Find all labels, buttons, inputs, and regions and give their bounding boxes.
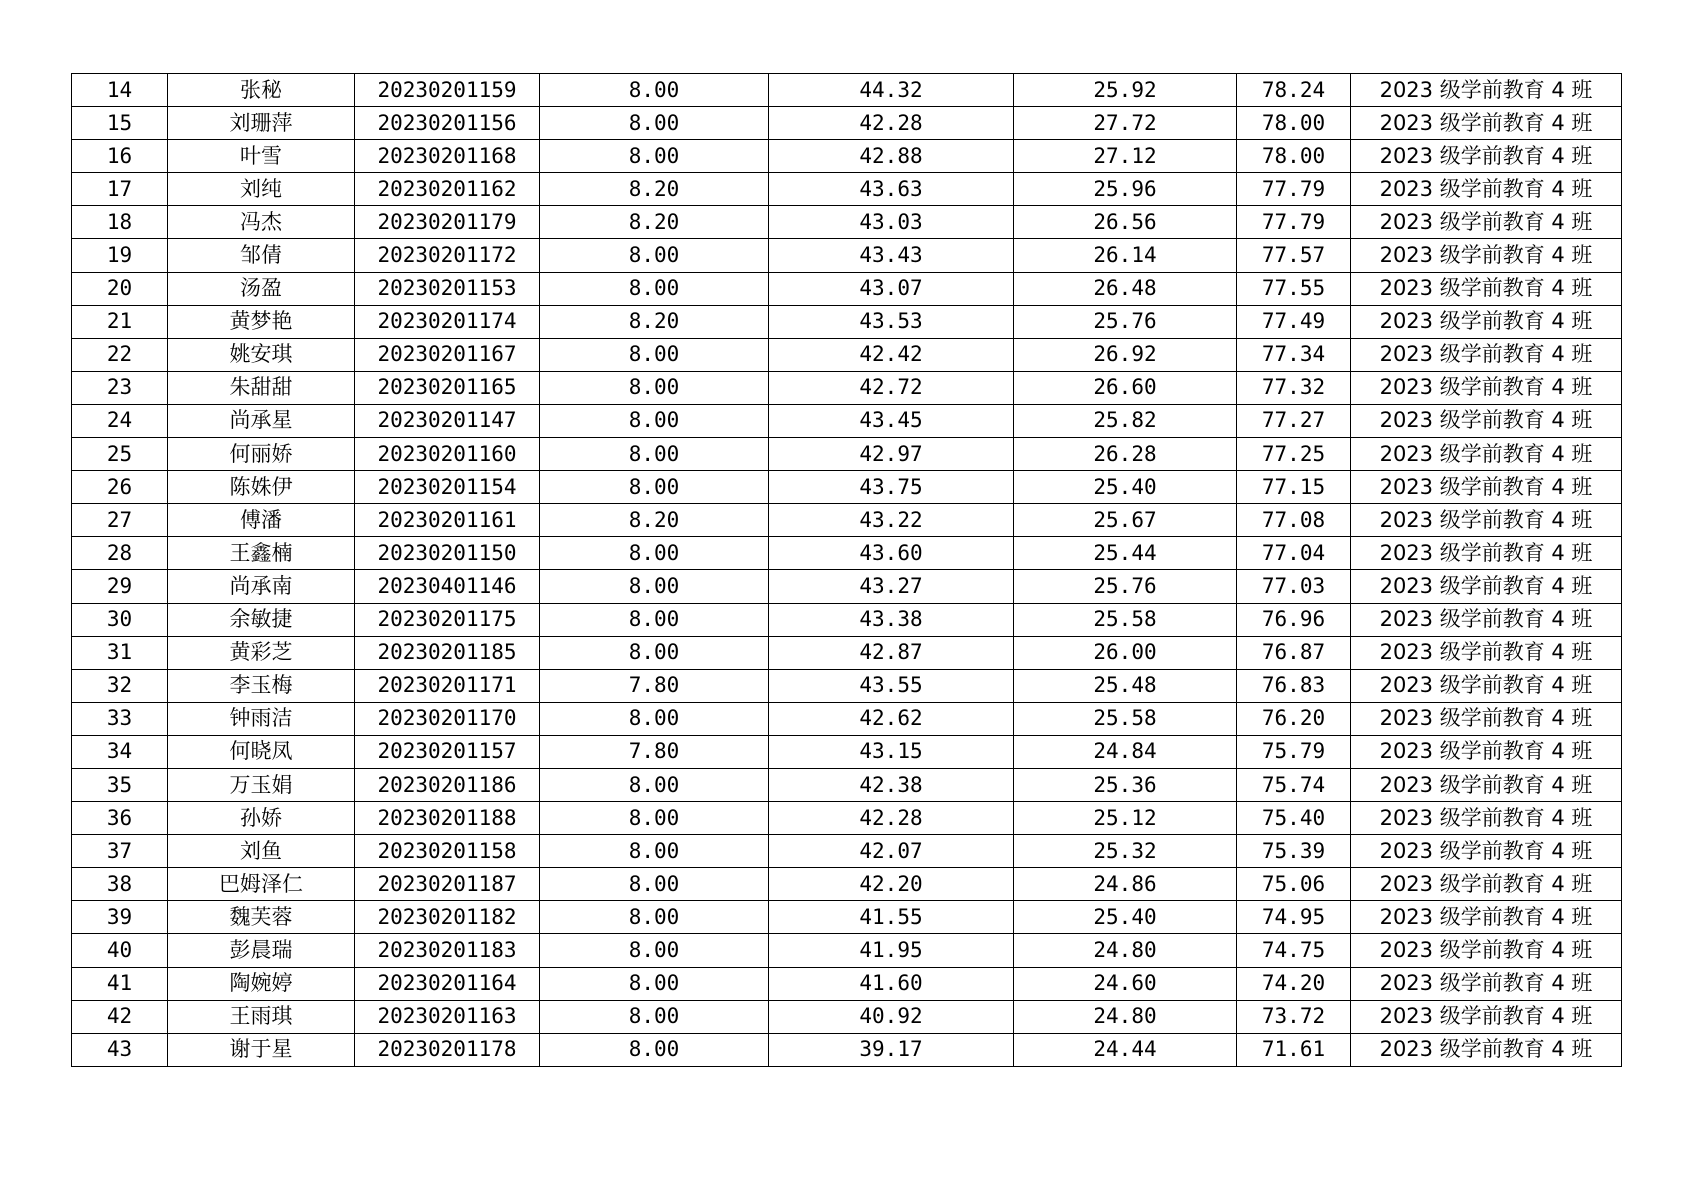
student-name-cell: 刘纯 xyxy=(168,173,355,206)
student-name-cell: 彭晨瑞 xyxy=(168,934,355,967)
class-name-cell: 2023 级学前教育 4 班 xyxy=(1351,669,1622,702)
row-number-cell: 41 xyxy=(72,967,168,1000)
class-name-cell: 2023 级学前教育 4 班 xyxy=(1351,934,1622,967)
score-a-cell: 8.00 xyxy=(540,702,769,735)
score-a-cell: 8.20 xyxy=(540,173,769,206)
student-id-cell: 20230201153 xyxy=(355,272,540,305)
score-a-cell: 8.20 xyxy=(540,206,769,239)
total-score-cell: 77.34 xyxy=(1237,338,1351,371)
score-c-cell: 26.92 xyxy=(1014,338,1237,371)
table-row xyxy=(72,735,1622,768)
student-name-cell: 张秘 xyxy=(168,74,355,107)
student-id-cell: 20230201170 xyxy=(355,702,540,735)
score-b-cell: 42.07 xyxy=(769,835,1014,868)
row-number-cell: 23 xyxy=(72,371,168,404)
table-row xyxy=(72,537,1622,570)
table-row xyxy=(72,603,1622,636)
table-row xyxy=(72,371,1622,404)
student-name-cell: 余敏捷 xyxy=(168,603,355,636)
score-b-cell: 42.28 xyxy=(769,107,1014,140)
total-score-cell: 77.08 xyxy=(1237,504,1351,537)
class-name-cell: 2023 级学前教育 4 班 xyxy=(1351,768,1622,801)
total-score-cell: 78.00 xyxy=(1237,140,1351,173)
total-score-cell: 73.72 xyxy=(1237,1000,1351,1033)
student-name-cell: 陶婉婷 xyxy=(168,967,355,1000)
score-a-cell: 8.00 xyxy=(540,603,769,636)
total-score-cell: 76.83 xyxy=(1237,669,1351,702)
student-name-cell: 姚安琪 xyxy=(168,338,355,371)
score-a-cell: 8.20 xyxy=(540,305,769,338)
score-a-cell: 8.00 xyxy=(540,338,769,371)
score-a-cell: 8.00 xyxy=(540,272,769,305)
score-b-cell: 43.07 xyxy=(769,272,1014,305)
class-name-cell: 2023 级学前教育 4 班 xyxy=(1351,636,1622,669)
student-name-cell: 汤盈 xyxy=(168,272,355,305)
score-c-cell: 25.40 xyxy=(1014,471,1237,504)
row-number-cell: 37 xyxy=(72,835,168,868)
class-name-cell: 2023 级学前教育 4 班 xyxy=(1351,371,1622,404)
score-c-cell: 26.28 xyxy=(1014,438,1237,471)
score-b-cell: 43.75 xyxy=(769,471,1014,504)
row-number-cell: 17 xyxy=(72,173,168,206)
table-row xyxy=(72,901,1622,934)
student-name-cell: 巴姆泽仁 xyxy=(168,868,355,901)
row-number-cell: 15 xyxy=(72,107,168,140)
score-c-cell: 25.32 xyxy=(1014,835,1237,868)
student-id-cell: 20230201150 xyxy=(355,537,540,570)
student-name-cell: 王鑫楠 xyxy=(168,537,355,570)
score-b-cell: 42.88 xyxy=(769,140,1014,173)
row-number-cell: 28 xyxy=(72,537,168,570)
score-a-cell: 8.00 xyxy=(540,802,769,835)
class-name-cell: 2023 级学前教育 4 班 xyxy=(1351,404,1622,437)
class-name-cell: 2023 级学前教育 4 班 xyxy=(1351,570,1622,603)
score-b-cell: 41.60 xyxy=(769,967,1014,1000)
total-score-cell: 77.32 xyxy=(1237,371,1351,404)
student-name-cell: 冯杰 xyxy=(168,206,355,239)
row-number-cell: 21 xyxy=(72,305,168,338)
score-c-cell: 26.48 xyxy=(1014,272,1237,305)
score-a-cell: 8.00 xyxy=(540,371,769,404)
table-row xyxy=(72,802,1622,835)
class-name-cell: 2023 级学前教育 4 班 xyxy=(1351,305,1622,338)
score-c-cell: 26.14 xyxy=(1014,239,1237,272)
score-c-cell: 27.72 xyxy=(1014,107,1237,140)
score-b-cell: 42.72 xyxy=(769,371,1014,404)
score-c-cell: 26.56 xyxy=(1014,206,1237,239)
student-name-cell: 黄彩芝 xyxy=(168,636,355,669)
row-number-cell: 24 xyxy=(72,404,168,437)
score-b-cell: 39.17 xyxy=(769,1033,1014,1066)
row-number-cell: 35 xyxy=(72,768,168,801)
table-row xyxy=(72,338,1622,371)
row-number-cell: 32 xyxy=(72,669,168,702)
student-name-cell: 刘鱼 xyxy=(168,835,355,868)
table-row xyxy=(72,1000,1622,1033)
score-a-cell: 8.00 xyxy=(540,471,769,504)
score-c-cell: 25.48 xyxy=(1014,669,1237,702)
row-number-cell: 42 xyxy=(72,1000,168,1033)
score-a-cell: 8.00 xyxy=(540,438,769,471)
total-score-cell: 75.40 xyxy=(1237,802,1351,835)
student-name-cell: 钟雨洁 xyxy=(168,702,355,735)
class-name-cell: 2023 级学前教育 4 班 xyxy=(1351,901,1622,934)
class-name-cell: 2023 级学前教育 4 班 xyxy=(1351,471,1622,504)
student-id-cell: 20230201171 xyxy=(355,669,540,702)
student-id-cell: 20230201186 xyxy=(355,768,540,801)
table-row xyxy=(72,140,1622,173)
row-number-cell: 20 xyxy=(72,272,168,305)
score-b-cell: 42.97 xyxy=(769,438,1014,471)
student-name-cell: 谢于星 xyxy=(168,1033,355,1066)
score-b-cell: 43.60 xyxy=(769,537,1014,570)
total-score-cell: 77.03 xyxy=(1237,570,1351,603)
total-score-cell: 77.57 xyxy=(1237,239,1351,272)
score-a-cell: 7.80 xyxy=(540,669,769,702)
student-name-cell: 孙娇 xyxy=(168,802,355,835)
score-a-cell: 8.00 xyxy=(540,835,769,868)
row-number-cell: 31 xyxy=(72,636,168,669)
table-row xyxy=(72,768,1622,801)
class-name-cell: 2023 级学前教育 4 班 xyxy=(1351,835,1622,868)
total-score-cell: 77.25 xyxy=(1237,438,1351,471)
class-name-cell: 2023 级学前教育 4 班 xyxy=(1351,537,1622,570)
class-name-cell: 2023 级学前教育 4 班 xyxy=(1351,967,1622,1000)
student-id-cell: 20230201174 xyxy=(355,305,540,338)
student-id-cell: 20230201163 xyxy=(355,1000,540,1033)
row-number-cell: 34 xyxy=(72,735,168,768)
table-row xyxy=(72,404,1622,437)
student-name-cell: 叶雪 xyxy=(168,140,355,173)
table-row xyxy=(72,934,1622,967)
score-b-cell: 43.15 xyxy=(769,735,1014,768)
total-score-cell: 75.79 xyxy=(1237,735,1351,768)
student-id-cell: 20230201167 xyxy=(355,338,540,371)
score-c-cell: 24.84 xyxy=(1014,735,1237,768)
table-row xyxy=(72,868,1622,901)
score-c-cell: 27.12 xyxy=(1014,140,1237,173)
class-name-cell: 2023 级学前教育 4 班 xyxy=(1351,1033,1622,1066)
student-name-cell: 陈姝伊 xyxy=(168,471,355,504)
class-name-cell: 2023 级学前教育 4 班 xyxy=(1351,702,1622,735)
score-b-cell: 42.87 xyxy=(769,636,1014,669)
score-b-cell: 41.55 xyxy=(769,901,1014,934)
table-row xyxy=(72,471,1622,504)
table-row xyxy=(72,702,1622,735)
row-number-cell: 39 xyxy=(72,901,168,934)
score-b-cell: 41.95 xyxy=(769,934,1014,967)
class-name-cell: 2023 级学前教育 4 班 xyxy=(1351,868,1622,901)
score-c-cell: 25.76 xyxy=(1014,570,1237,603)
score-b-cell: 44.32 xyxy=(769,74,1014,107)
student-id-cell: 20230401146 xyxy=(355,570,540,603)
score-a-cell: 8.00 xyxy=(540,967,769,1000)
total-score-cell: 77.15 xyxy=(1237,471,1351,504)
class-name-cell: 2023 级学前教育 4 班 xyxy=(1351,206,1622,239)
student-id-cell: 20230201159 xyxy=(355,74,540,107)
class-name-cell: 2023 级学前教育 4 班 xyxy=(1351,173,1622,206)
student-id-cell: 20230201179 xyxy=(355,206,540,239)
score-a-cell: 8.00 xyxy=(540,404,769,437)
score-a-cell: 8.00 xyxy=(540,901,769,934)
score-a-cell: 8.00 xyxy=(540,570,769,603)
total-score-cell: 78.00 xyxy=(1237,107,1351,140)
class-name-cell: 2023 级学前教育 4 班 xyxy=(1351,338,1622,371)
score-a-cell: 8.00 xyxy=(540,537,769,570)
row-number-cell: 27 xyxy=(72,504,168,537)
total-score-cell: 77.04 xyxy=(1237,537,1351,570)
student-id-cell: 20230201160 xyxy=(355,438,540,471)
score-b-cell: 43.55 xyxy=(769,669,1014,702)
score-a-cell: 8.00 xyxy=(540,239,769,272)
student-name-cell: 万玉娟 xyxy=(168,768,355,801)
student-name-cell: 魏芙蓉 xyxy=(168,901,355,934)
score-c-cell: 25.58 xyxy=(1014,702,1237,735)
row-number-cell: 36 xyxy=(72,802,168,835)
score-a-cell: 7.80 xyxy=(540,735,769,768)
table-row xyxy=(72,835,1622,868)
score-a-cell: 8.00 xyxy=(540,868,769,901)
row-number-cell: 19 xyxy=(72,239,168,272)
score-c-cell: 24.60 xyxy=(1014,967,1237,1000)
score-b-cell: 43.03 xyxy=(769,206,1014,239)
score-c-cell: 24.80 xyxy=(1014,1000,1237,1033)
score-a-cell: 8.00 xyxy=(540,1033,769,1066)
table-row xyxy=(72,74,1622,107)
student-id-cell: 20230201178 xyxy=(355,1033,540,1066)
student-name-cell: 尚承星 xyxy=(168,404,355,437)
total-score-cell: 74.95 xyxy=(1237,901,1351,934)
class-name-cell: 2023 级学前教育 4 班 xyxy=(1351,735,1622,768)
student-id-cell: 20230201162 xyxy=(355,173,540,206)
score-b-cell: 43.53 xyxy=(769,305,1014,338)
total-score-cell: 75.06 xyxy=(1237,868,1351,901)
total-score-cell: 77.27 xyxy=(1237,404,1351,437)
row-number-cell: 38 xyxy=(72,868,168,901)
total-score-cell: 77.79 xyxy=(1237,173,1351,206)
class-name-cell: 2023 级学前教育 4 班 xyxy=(1351,438,1622,471)
score-c-cell: 24.80 xyxy=(1014,934,1237,967)
student-id-cell: 20230201175 xyxy=(355,603,540,636)
score-c-cell: 24.44 xyxy=(1014,1033,1237,1066)
student-name-cell: 傅潘 xyxy=(168,504,355,537)
total-score-cell: 74.75 xyxy=(1237,934,1351,967)
score-c-cell: 25.76 xyxy=(1014,305,1237,338)
table-row xyxy=(72,636,1622,669)
score-a-cell: 8.00 xyxy=(540,74,769,107)
score-c-cell: 25.82 xyxy=(1014,404,1237,437)
class-name-cell: 2023 级学前教育 4 班 xyxy=(1351,239,1622,272)
row-number-cell: 29 xyxy=(72,570,168,603)
score-a-cell: 8.00 xyxy=(540,107,769,140)
score-c-cell: 24.86 xyxy=(1014,868,1237,901)
total-score-cell: 75.74 xyxy=(1237,768,1351,801)
score-a-cell: 8.00 xyxy=(540,1000,769,1033)
total-score-cell: 71.61 xyxy=(1237,1033,1351,1066)
student-id-cell: 20230201161 xyxy=(355,504,540,537)
score-b-cell: 42.20 xyxy=(769,868,1014,901)
student-id-cell: 20230201168 xyxy=(355,140,540,173)
score-c-cell: 26.00 xyxy=(1014,636,1237,669)
score-b-cell: 42.28 xyxy=(769,802,1014,835)
student-name-cell: 尚承南 xyxy=(168,570,355,603)
student-id-cell: 20230201183 xyxy=(355,934,540,967)
student-id-cell: 20230201185 xyxy=(355,636,540,669)
class-name-cell: 2023 级学前教育 4 班 xyxy=(1351,140,1622,173)
row-number-cell: 25 xyxy=(72,438,168,471)
total-score-cell: 76.87 xyxy=(1237,636,1351,669)
table-row xyxy=(72,173,1622,206)
table-row xyxy=(72,107,1622,140)
score-b-cell: 42.38 xyxy=(769,768,1014,801)
student-id-cell: 20230201158 xyxy=(355,835,540,868)
student-name-cell: 何晓凤 xyxy=(168,735,355,768)
score-c-cell: 25.44 xyxy=(1014,537,1237,570)
class-name-cell: 2023 级学前教育 4 班 xyxy=(1351,74,1622,107)
total-score-cell: 76.20 xyxy=(1237,702,1351,735)
table-row xyxy=(72,305,1622,338)
student-name-cell: 李玉梅 xyxy=(168,669,355,702)
table-row xyxy=(72,239,1622,272)
row-number-cell: 26 xyxy=(72,471,168,504)
score-a-cell: 8.20 xyxy=(540,504,769,537)
score-a-cell: 8.00 xyxy=(540,934,769,967)
row-number-cell: 33 xyxy=(72,702,168,735)
student-id-cell: 20230201157 xyxy=(355,735,540,768)
total-score-cell: 77.49 xyxy=(1237,305,1351,338)
student-name-cell: 何丽娇 xyxy=(168,438,355,471)
student-name-cell: 刘珊萍 xyxy=(168,107,355,140)
student-name-cell: 邹倩 xyxy=(168,239,355,272)
row-number-cell: 14 xyxy=(72,74,168,107)
score-b-cell: 40.92 xyxy=(769,1000,1014,1033)
row-number-cell: 16 xyxy=(72,140,168,173)
row-number-cell: 40 xyxy=(72,934,168,967)
class-name-cell: 2023 级学前教育 4 班 xyxy=(1351,802,1622,835)
score-c-cell: 25.12 xyxy=(1014,802,1237,835)
score-c-cell: 25.58 xyxy=(1014,603,1237,636)
score-c-cell: 25.96 xyxy=(1014,173,1237,206)
student-id-cell: 20230201172 xyxy=(355,239,540,272)
score-c-cell: 25.92 xyxy=(1014,74,1237,107)
total-score-cell: 75.39 xyxy=(1237,835,1351,868)
class-name-cell: 2023 级学前教育 4 班 xyxy=(1351,272,1622,305)
score-b-cell: 43.45 xyxy=(769,404,1014,437)
student-id-cell: 20230201147 xyxy=(355,404,540,437)
student-id-cell: 20230201182 xyxy=(355,901,540,934)
score-b-cell: 43.22 xyxy=(769,504,1014,537)
score-b-cell: 43.38 xyxy=(769,603,1014,636)
score-b-cell: 42.42 xyxy=(769,338,1014,371)
student-id-cell: 20230201156 xyxy=(355,107,540,140)
score-c-cell: 25.36 xyxy=(1014,768,1237,801)
class-name-cell: 2023 级学前教育 4 班 xyxy=(1351,603,1622,636)
score-c-cell: 25.40 xyxy=(1014,901,1237,934)
student-id-cell: 20230201164 xyxy=(355,967,540,1000)
table-row xyxy=(72,504,1622,537)
table-row xyxy=(72,272,1622,305)
student-id-cell: 20230201154 xyxy=(355,471,540,504)
class-name-cell: 2023 级学前教育 4 班 xyxy=(1351,1000,1622,1033)
total-score-cell: 77.55 xyxy=(1237,272,1351,305)
table-row xyxy=(72,570,1622,603)
table-row xyxy=(72,669,1622,702)
score-b-cell: 43.63 xyxy=(769,173,1014,206)
student-name-cell: 王雨琪 xyxy=(168,1000,355,1033)
student-id-cell: 20230201188 xyxy=(355,802,540,835)
score-a-cell: 8.00 xyxy=(540,768,769,801)
score-b-cell: 43.43 xyxy=(769,239,1014,272)
score-table-body xyxy=(72,74,1622,1067)
score-b-cell: 43.27 xyxy=(769,570,1014,603)
table-row xyxy=(72,967,1622,1000)
class-name-cell: 2023 级学前教育 4 班 xyxy=(1351,107,1622,140)
student-name-cell: 朱甜甜 xyxy=(168,371,355,404)
total-score-cell: 78.24 xyxy=(1237,74,1351,107)
student-name-cell: 黄梦艳 xyxy=(168,305,355,338)
total-score-cell: 76.96 xyxy=(1237,603,1351,636)
table-row xyxy=(72,438,1622,471)
table-row xyxy=(72,206,1622,239)
row-number-cell: 18 xyxy=(72,206,168,239)
score-a-cell: 8.00 xyxy=(540,636,769,669)
score-c-cell: 26.60 xyxy=(1014,371,1237,404)
class-name-cell: 2023 级学前教育 4 班 xyxy=(1351,504,1622,537)
score-c-cell: 25.67 xyxy=(1014,504,1237,537)
table-row xyxy=(72,1033,1622,1066)
score-a-cell: 8.00 xyxy=(540,140,769,173)
score-b-cell: 42.62 xyxy=(769,702,1014,735)
score-table xyxy=(71,73,1622,1067)
row-number-cell: 43 xyxy=(72,1033,168,1066)
total-score-cell: 77.79 xyxy=(1237,206,1351,239)
student-id-cell: 20230201187 xyxy=(355,868,540,901)
row-number-cell: 22 xyxy=(72,338,168,371)
total-score-cell: 74.20 xyxy=(1237,967,1351,1000)
row-number-cell: 30 xyxy=(72,603,168,636)
student-id-cell: 20230201165 xyxy=(355,371,540,404)
